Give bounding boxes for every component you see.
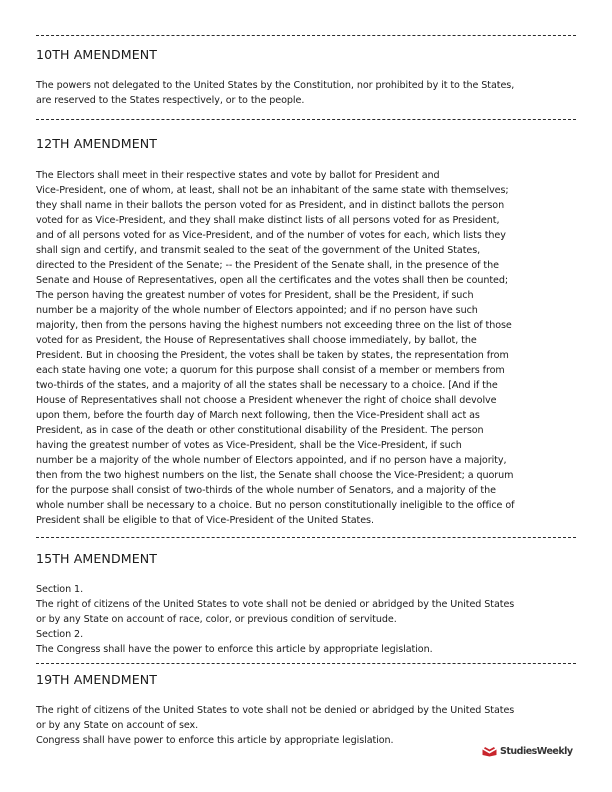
text-line: Vice-President, one of whom, at least, shall not be an inhabitant of the same state with themselves; <box>36 185 509 196</box>
text-line: President. But in choosing the President, the votes shall be taken by states, the representation from <box>36 350 509 361</box>
section-body-15th <box>36 582 576 657</box>
text-line: Congress shall have power to enforce this article by appropriate legislation. <box>36 735 394 746</box>
text-line: voted for as Vice-President, and they shall make distinct lists of all persons voted for as President, <box>36 215 500 226</box>
section-divider <box>36 35 576 36</box>
section-heading-12th: 12TH AMENDMENT <box>36 136 158 151</box>
text-line: or by any State on account of race, color, or previous condition of servitude. <box>36 614 397 625</box>
text-line: President, as in case of the death or other constitutional disability of the President. The person <box>36 425 484 436</box>
text-line: majority, then from the persons having the highest numbers not exceeding three on the list of those <box>36 320 512 331</box>
section-divider <box>36 119 576 120</box>
text-line: are reserved to the States respectively, or to the people. <box>36 95 305 106</box>
text-line: whole number shall be necessary to a choice. But no person constitutionally ineligible to the office of <box>36 500 515 511</box>
logo-text: StudiesWeekly <box>500 745 573 757</box>
text-line: The right of citizens of the United States to vote shall not be denied or abridged by the United States <box>36 599 515 610</box>
text-line: number be a majority of the whole number of Electors appointed, and if no person have a majority, <box>36 455 507 466</box>
text-line: The right of citizens of the United States to vote shall not be denied or abridged by the United States <box>36 705 515 716</box>
text-line: number be a majority of the whole number of Electors appointed; and if no person have such <box>36 305 478 316</box>
text-line: or by any State on account of sex. <box>36 720 199 731</box>
text-line: each state having one vote; a quorum for this purpose shall consist of a member or members from <box>36 365 505 376</box>
text-line: The person having the greatest number of votes for President, shall be the President, if such <box>36 290 474 301</box>
text-line: then from the two highest numbers on the list, the Senate shall choose the Vice-President; a quorum <box>36 470 514 481</box>
section-body-12th <box>36 168 576 528</box>
open-book-icon <box>482 746 497 757</box>
text-line: upon them, before the fourth day of March next following, then the Vice-President shall act as <box>36 410 480 421</box>
text-line: The powers not delegated to the United States by the Constitution, nor prohibited by it to the States, <box>36 80 515 91</box>
text-line: two-thirds of the states, and a majority of all the states shall be necessary to a choice. [And if the <box>36 380 498 391</box>
section-divider <box>36 537 576 538</box>
section-body-10th <box>36 78 576 108</box>
text-line: shall sign and certify, and transmit sealed to the seat of the government of the United States, <box>36 245 481 256</box>
studies-weekly-logo <box>482 743 573 759</box>
text-line: President shall be eligible to that of Vice-President of the United States. <box>36 515 374 526</box>
text-line: they shall name in their ballots the person voted for as President, and in distinct ballots the person <box>36 200 505 211</box>
section-divider <box>36 663 576 664</box>
section-heading-10th: 10TH AMENDMENT <box>36 47 158 62</box>
text-line: having the greatest number of votes as Vice-President, shall be the Vice-President, if such <box>36 440 462 451</box>
text-line: for the purpose shall consist of two-thirds of the whole number of Senators, and a majority of the <box>36 485 496 496</box>
section-heading-15th: 15TH AMENDMENT <box>36 551 158 566</box>
text-line: House of Representatives shall not choose a President whenever the right of choice shall devolve <box>36 395 497 406</box>
text-line: Section 2. <box>36 629 84 640</box>
text-line: The Congress shall have the power to enforce this article by appropriate legislation. <box>36 644 433 655</box>
text-line: Section 1. <box>36 584 84 595</box>
text-line: voted for as President, the House of Representatives shall choose immediately, by ballot, the <box>36 335 477 346</box>
text-line: and of all persons voted for as Vice-President, and of the number of votes for each, which lists they <box>36 230 506 241</box>
text-line: directed to the President of the Senate; -- the President of the Senate shall, in the presence of the <box>36 260 499 271</box>
section-body-19th <box>36 703 576 748</box>
text-line: Senate and House of Representatives, open all the certificates and the votes shall then be counted; <box>36 275 509 286</box>
text-line: The Electors shall meet in their respective states and vote by ballot for President and <box>36 170 440 181</box>
section-heading-19th: 19TH AMENDMENT <box>36 672 158 687</box>
